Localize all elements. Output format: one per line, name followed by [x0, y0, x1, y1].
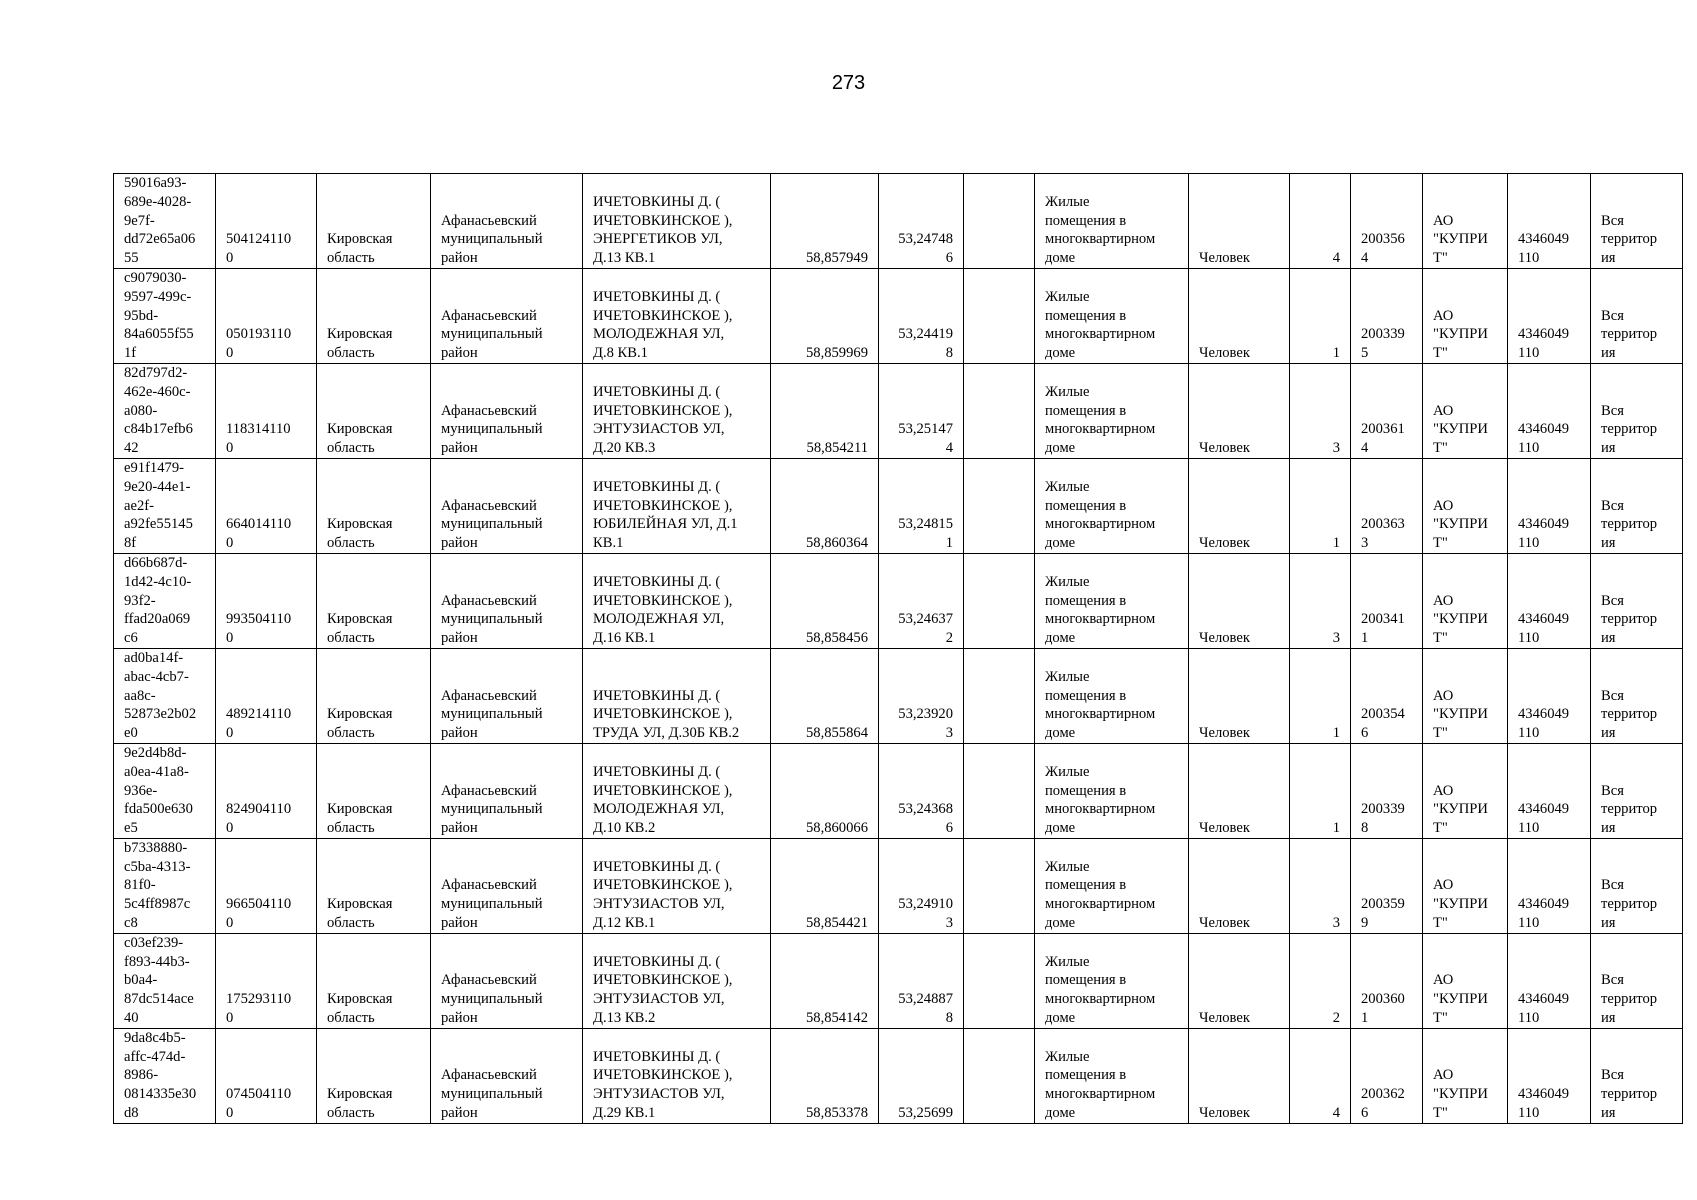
cell-code-2: 200341 1: [1351, 553, 1423, 648]
cell-address: ИЧЕТОВКИНЫ Д. ( ИЧЕТОВКИНСКОЕ ), ЭНТУЗИАСТОВ УЛ, Д.20 КВ.3: [583, 363, 771, 458]
cell-organization: АО "КУПРИ Т": [1423, 648, 1508, 743]
cell-object-type: Жилые помещения в многоквартирном доме: [1035, 648, 1189, 743]
cell-object-type: Жилые помещения в многоквартирном доме: [1035, 458, 1189, 553]
table-row: [114, 1028, 1683, 1123]
cell-region: Кировская область: [317, 268, 431, 363]
cell-empty: [964, 838, 1035, 933]
cell-latitude: 58,854421: [771, 838, 879, 933]
cell-unit: Человек: [1189, 838, 1290, 933]
cell-unit: Человек: [1189, 933, 1290, 1028]
cell-unit: Человек: [1189, 458, 1290, 553]
cell-object-type: Жилые помещения в многоквартирном доме: [1035, 174, 1189, 269]
cell-object-type: Жилые помещения в многоквартирном доме: [1035, 933, 1189, 1028]
cell-region: Кировская область: [317, 174, 431, 269]
table-row: [114, 363, 1683, 458]
cell-district: Афанасьевский муниципальный район: [431, 458, 583, 553]
table-row: [114, 933, 1683, 1028]
cell-longitude: 53,24815 1: [879, 458, 964, 553]
cell-inn: 4346049 110: [1508, 933, 1591, 1028]
cell-empty: [964, 553, 1035, 648]
cell-territory: Вся территор ия: [1591, 933, 1683, 1028]
cell-region: Кировская область: [317, 553, 431, 648]
cell-region: Кировская область: [317, 933, 431, 1028]
cell-count: 1: [1290, 458, 1351, 553]
cell-latitude: 58,859969: [771, 268, 879, 363]
table-row: [114, 458, 1683, 553]
table-row: [114, 553, 1683, 648]
cell-count: 4: [1290, 1028, 1351, 1123]
cell-count: 1: [1290, 648, 1351, 743]
cell-object-type: Жилые помещения в многоквартирном доме: [1035, 1028, 1189, 1123]
cell-code-2: 200354 6: [1351, 648, 1423, 743]
cell-latitude: 58,853378: [771, 1028, 879, 1123]
cell-empty: [964, 648, 1035, 743]
table-row: [114, 743, 1683, 838]
cell-inn: 4346049 110: [1508, 268, 1591, 363]
cell-inn: 4346049 110: [1508, 743, 1591, 838]
cell-count: 2: [1290, 933, 1351, 1028]
cell-code: 050193110 0: [216, 268, 317, 363]
cell-code: 824904110 0: [216, 743, 317, 838]
cell-code-2: 200360 1: [1351, 933, 1423, 1028]
cell-object-type: Жилые помещения в многоквартирном доме: [1035, 553, 1189, 648]
cell-empty: [964, 743, 1035, 838]
cell-region: Кировская область: [317, 743, 431, 838]
table-body: [114, 174, 1683, 1124]
cell-district: Афанасьевский муниципальный район: [431, 743, 583, 838]
cell-empty: [964, 363, 1035, 458]
table-row: [114, 268, 1683, 363]
cell-territory: Вся территор ия: [1591, 648, 1683, 743]
cell-region: Кировская область: [317, 363, 431, 458]
cell-unit: Человек: [1189, 268, 1290, 363]
cell-object-type: Жилые помещения в многоквартирном доме: [1035, 268, 1189, 363]
cell-organization: АО "КУПРИ Т": [1423, 363, 1508, 458]
cell-empty: [964, 174, 1035, 269]
cell-address: ИЧЕТОВКИНЫ Д. ( ИЧЕТОВКИНСКОЕ ), ЭНТУЗИАСТОВ УЛ, Д.29 КВ.1: [583, 1028, 771, 1123]
cell-territory: Вся территор ия: [1591, 553, 1683, 648]
cell-organization: АО "КУПРИ Т": [1423, 743, 1508, 838]
cell-id: 82d797d2- 462e-460c- a080- c84b17efb6 42: [114, 363, 216, 458]
cell-id: 9da8c4b5- affc-474d- 8986- 0814335e30 d8: [114, 1028, 216, 1123]
cell-inn: 4346049 110: [1508, 838, 1591, 933]
registry-table: [113, 173, 1683, 1124]
cell-district: Афанасьевский муниципальный район: [431, 838, 583, 933]
cell-object-type: Жилые помещения в многоквартирном доме: [1035, 743, 1189, 838]
cell-code: 664014110 0: [216, 458, 317, 553]
cell-district: Афанасьевский муниципальный район: [431, 933, 583, 1028]
cell-district: Афанасьевский муниципальный район: [431, 268, 583, 363]
cell-count: 1: [1290, 268, 1351, 363]
cell-region: Кировская область: [317, 838, 431, 933]
cell-id: 9e2d4b8d- a0ea-41a8- 936e- fda500e630 e5: [114, 743, 216, 838]
cell-empty: [964, 933, 1035, 1028]
cell-address: ИЧЕТОВКИНЫ Д. ( ИЧЕТОВКИНСКОЕ ), МОЛОДЕЖНАЯ УЛ, Д.10 КВ.2: [583, 743, 771, 838]
cell-code: 175293110 0: [216, 933, 317, 1028]
cell-unit: Человек: [1189, 1028, 1290, 1123]
cell-organization: АО "КУПРИ Т": [1423, 933, 1508, 1028]
cell-district: Афанасьевский муниципальный район: [431, 553, 583, 648]
cell-code-2: 200363 3: [1351, 458, 1423, 553]
cell-id: b7338880- c5ba-4313- 81f0- 5c4ff8987c c8: [114, 838, 216, 933]
cell-longitude: 53,23920 3: [879, 648, 964, 743]
cell-empty: [964, 1028, 1035, 1123]
cell-region: Кировская область: [317, 1028, 431, 1123]
cell-inn: 4346049 110: [1508, 174, 1591, 269]
cell-unit: Человек: [1189, 648, 1290, 743]
cell-organization: АО "КУПРИ Т": [1423, 268, 1508, 363]
cell-code-2: 200359 9: [1351, 838, 1423, 933]
cell-address: ИЧЕТОВКИНЫ Д. ( ИЧЕТОВКИНСКОЕ ), МОЛОДЕЖНАЯ УЛ, Д.8 КВ.1: [583, 268, 771, 363]
cell-latitude: 58,855864: [771, 648, 879, 743]
cell-count: 3: [1290, 838, 1351, 933]
page-number: 273: [831, 72, 866, 94]
cell-region: Кировская область: [317, 458, 431, 553]
cell-latitude: 58,860364: [771, 458, 879, 553]
cell-longitude: 53,24368 6: [879, 743, 964, 838]
cell-count: 4: [1290, 174, 1351, 269]
cell-longitude: 53,24748 6: [879, 174, 964, 269]
cell-longitude: 53,24887 8: [879, 933, 964, 1028]
cell-latitude: 58,854142: [771, 933, 879, 1028]
cell-count: 1: [1290, 743, 1351, 838]
cell-code: 504124110 0: [216, 174, 317, 269]
cell-organization: АО "КУПРИ Т": [1423, 458, 1508, 553]
cell-unit: Человек: [1189, 174, 1290, 269]
cell-code-2: 200339 5: [1351, 268, 1423, 363]
cell-organization: АО "КУПРИ Т": [1423, 838, 1508, 933]
cell-district: Афанасьевский муниципальный район: [431, 174, 583, 269]
cell-object-type: Жилые помещения в многоквартирном доме: [1035, 838, 1189, 933]
table-row: [114, 648, 1683, 743]
cell-address: ИЧЕТОВКИНЫ Д. ( ИЧЕТОВКИНСКОЕ ), МОЛОДЕЖНАЯ УЛ, Д.16 КВ.1: [583, 553, 771, 648]
cell-id: 59016a93- 689e-4028- 9e7f- dd72e65a06 55: [114, 174, 216, 269]
cell-object-type: Жилые помещения в многоквартирном доме: [1035, 363, 1189, 458]
table-row: [114, 838, 1683, 933]
cell-code: 118314110 0: [216, 363, 317, 458]
cell-inn: 4346049 110: [1508, 363, 1591, 458]
cell-code-2: 200356 4: [1351, 174, 1423, 269]
cell-district: Афанасьевский муниципальный район: [431, 648, 583, 743]
cell-unit: Человек: [1189, 363, 1290, 458]
cell-code-2: 200362 6: [1351, 1028, 1423, 1123]
cell-id: c9079030- 9597-499c- 95bd- 84a6055f55 1f: [114, 268, 216, 363]
cell-territory: Вся территор ия: [1591, 268, 1683, 363]
cell-region: Кировская область: [317, 648, 431, 743]
cell-district: Афанасьевский муниципальный район: [431, 1028, 583, 1123]
cell-code: 966504110 0: [216, 838, 317, 933]
cell-longitude: 53,24419 8: [879, 268, 964, 363]
cell-empty: [964, 458, 1035, 553]
cell-organization: АО "КУПРИ Т": [1423, 553, 1508, 648]
cell-address: ИЧЕТОВКИНЫ Д. ( ИЧЕТОВКИНСКОЕ ), ЭНТУЗИАСТОВ УЛ, Д.13 КВ.2: [583, 933, 771, 1028]
cell-unit: Человек: [1189, 743, 1290, 838]
cell-territory: Вся территор ия: [1591, 174, 1683, 269]
cell-longitude: 53,25147 4: [879, 363, 964, 458]
cell-district: Афанасьевский муниципальный район: [431, 363, 583, 458]
cell-longitude: 53,24910 3: [879, 838, 964, 933]
cell-territory: Вся территор ия: [1591, 458, 1683, 553]
cell-inn: 4346049 110: [1508, 458, 1591, 553]
cell-id: c03ef239- f893-44b3- b0a4- 87dc514ace 40: [114, 933, 216, 1028]
cell-code: 489214110 0: [216, 648, 317, 743]
cell-latitude: 58,854211: [771, 363, 879, 458]
cell-address: ИЧЕТОВКИНЫ Д. ( ИЧЕТОВКИНСКОЕ ), ЭНЕРГЕТИКОВ УЛ, Д.13 КВ.1: [583, 174, 771, 269]
cell-territory: Вся территор ия: [1591, 363, 1683, 458]
cell-empty: [964, 268, 1035, 363]
cell-address: ИЧЕТОВКИНЫ Д. ( ИЧЕТОВКИНСКОЕ ), ТРУДА УЛ, Д.30Б КВ.2: [583, 648, 771, 743]
cell-latitude: 58,858456: [771, 553, 879, 648]
cell-longitude: 53,25699: [879, 1028, 964, 1123]
cell-inn: 4346049 110: [1508, 553, 1591, 648]
cell-id: e91f1479- 9e20-44e1- ae2f- a92fe55145 8f: [114, 458, 216, 553]
cell-id: ad0ba14f- abac-4cb7- aa8c- 52873e2b02 e0: [114, 648, 216, 743]
cell-address: ИЧЕТОВКИНЫ Д. ( ИЧЕТОВКИНСКОЕ ), ЮБИЛЕЙНАЯ УЛ, Д.1 КВ.1: [583, 458, 771, 553]
cell-code-2: 200339 8: [1351, 743, 1423, 838]
cell-unit: Человек: [1189, 553, 1290, 648]
cell-organization: АО "КУПРИ Т": [1423, 174, 1508, 269]
cell-code-2: 200361 4: [1351, 363, 1423, 458]
cell-inn: 4346049 110: [1508, 648, 1591, 743]
cell-address: ИЧЕТОВКИНЫ Д. ( ИЧЕТОВКИНСКОЕ ), ЭНТУЗИАСТОВ УЛ, Д.12 КВ.1: [583, 838, 771, 933]
cell-id: d66b687d- 1d42-4c10- 93f2- ffad20a069 c6: [114, 553, 216, 648]
cell-longitude: 53,24637 2: [879, 553, 964, 648]
cell-latitude: 58,857949: [771, 174, 879, 269]
cell-territory: Вся территор ия: [1591, 1028, 1683, 1123]
cell-count: 3: [1290, 363, 1351, 458]
cell-count: 3: [1290, 553, 1351, 648]
cell-code: 074504110 0: [216, 1028, 317, 1123]
cell-inn: 4346049 110: [1508, 1028, 1591, 1123]
cell-territory: Вся территор ия: [1591, 743, 1683, 838]
cell-organization: АО "КУПРИ Т": [1423, 1028, 1508, 1123]
table-row: [114, 174, 1683, 269]
cell-territory: Вся территор ия: [1591, 838, 1683, 933]
cell-latitude: 58,860066: [771, 743, 879, 838]
cell-code: 993504110 0: [216, 553, 317, 648]
